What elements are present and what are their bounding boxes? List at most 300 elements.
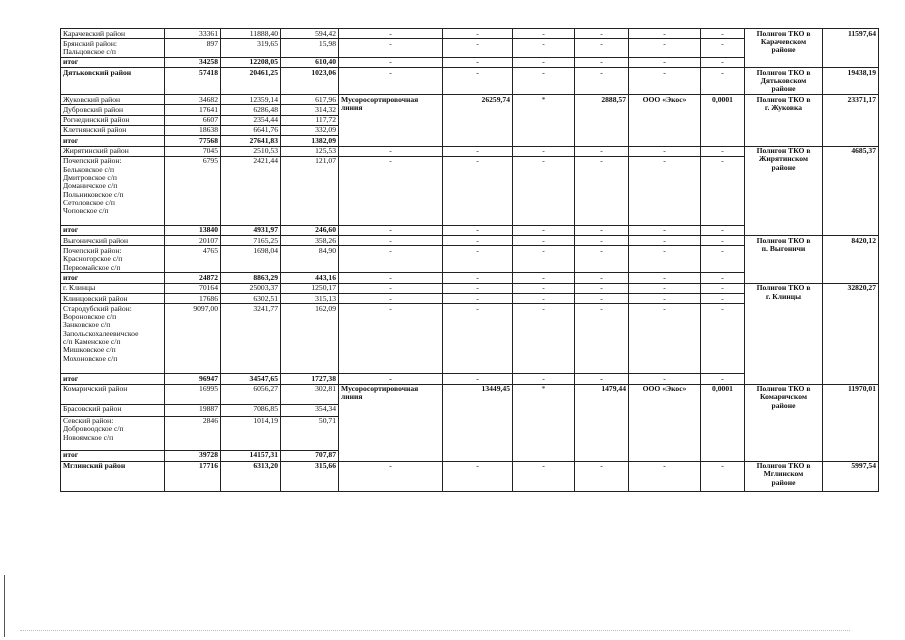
output-cell: - [575, 146, 629, 156]
output-cell: - [575, 294, 629, 304]
landfill-total-cell: 4685,37 [823, 146, 879, 236]
population-cell: 9097,00 [165, 304, 221, 374]
operator-cell: - [629, 236, 701, 246]
technology-cell [339, 146, 443, 156]
coefficient-cell: - [701, 29, 745, 39]
volume-cell: 315,66 [281, 461, 339, 491]
cell-line: Клинцовский район [63, 293, 128, 303]
cell-line: Бельковское с/п [63, 164, 115, 174]
cell-line: - [389, 293, 392, 303]
mass-cell: 4931,97 [221, 225, 281, 235]
volume-cell: 610,40 [281, 57, 339, 67]
cell-line: - [389, 156, 392, 166]
cell-line: Полигон ТКО в [756, 94, 811, 104]
cell-line: итог [63, 135, 79, 145]
volume-cell: 246,60 [281, 225, 339, 235]
area-cell [61, 29, 165, 39]
coefficient-cell: - [701, 39, 745, 58]
cell-line: Вороновское с/п [63, 312, 117, 322]
cell-line: Первомайское с/п [63, 262, 121, 272]
mass-cell: 7086,85 [221, 404, 281, 416]
mark-cell: - [513, 39, 575, 58]
mass-cell: 1698,04 [221, 246, 281, 273]
cell-line: - [389, 28, 392, 38]
mass-cell: 2354,44 [221, 115, 281, 125]
cell-line: - [389, 38, 392, 48]
cell-line: Дятьковском [760, 75, 807, 85]
technology-cell [339, 156, 443, 225]
cell-line: Почепский район: [63, 245, 122, 255]
volume-cell: 443,16 [281, 273, 339, 283]
mass-cell: 11888,40 [221, 29, 281, 39]
output-cell: - [575, 39, 629, 58]
volume-cell: 302,81 [281, 384, 339, 404]
cell-line: г. Жуковка [764, 102, 803, 112]
population-cell: 19887 [165, 404, 221, 416]
output-cell: - [575, 29, 629, 39]
capacity-cell: - [443, 461, 513, 491]
population-cell: 4765 [165, 246, 221, 273]
mass-cell: 25003,37 [221, 283, 281, 293]
output-cell: - [575, 68, 629, 95]
operator-cell: - [629, 273, 701, 283]
technology-cell [339, 68, 443, 95]
population-cell: 7045 [165, 146, 221, 156]
cell-line: Мохоновское с/п [63, 353, 118, 363]
cell-line: итог [63, 450, 79, 460]
technology-cell [339, 283, 443, 293]
cell-line: - [389, 461, 392, 471]
mark-cell: - [513, 156, 575, 225]
cell-line: Рогнединский район [63, 115, 130, 125]
coefficient-cell: - [701, 294, 745, 304]
population-cell: 17641 [165, 105, 221, 115]
volume-cell: 315,13 [281, 294, 339, 304]
cell-line: Жуковский район [63, 94, 121, 104]
mark-cell: - [513, 374, 575, 384]
mass-cell: 6313,20 [221, 461, 281, 491]
landfill-total-cell: 8420,12 [823, 236, 879, 284]
landfill-total-cell: 5997,54 [823, 461, 879, 491]
area-cell [61, 146, 165, 156]
cell-line: Стародубский район: [63, 303, 132, 313]
cell-line: г. Клинцы [63, 283, 96, 293]
cell-line: районе [771, 162, 796, 172]
technology-cell [339, 384, 443, 461]
capacity-cell: - [443, 304, 513, 374]
volume-cell: 354,34 [281, 404, 339, 416]
landfill-name-cell [745, 95, 823, 146]
population-cell: 96947 [165, 374, 221, 384]
area-cell [61, 95, 165, 105]
volume-cell: 314,32 [281, 105, 339, 115]
landfill-total-cell: 11597,64 [823, 29, 879, 68]
landfill-name-cell [745, 283, 823, 384]
cell-line: - [389, 57, 392, 67]
cell-line: Пальцовское с/п [63, 47, 116, 57]
cell-line: Польниковское с/п [63, 189, 124, 199]
operator-cell: - [629, 68, 701, 95]
mark-cell: - [513, 236, 575, 246]
mass-cell: 14157,31 [221, 450, 281, 461]
area-cell [61, 404, 165, 416]
landfill-total-cell: 19438,19 [823, 68, 879, 95]
operator-cell: - [629, 374, 701, 384]
operator-cell: - [629, 225, 701, 235]
population-cell: 13840 [165, 225, 221, 235]
capacity-cell: - [443, 246, 513, 273]
technology-cell [339, 461, 443, 491]
coefficient-cell: 0,0001 [701, 384, 745, 461]
population-cell: 70164 [165, 283, 221, 293]
mark-cell: - [513, 273, 575, 283]
technology-cell [339, 29, 443, 39]
technology-cell [339, 39, 443, 58]
cell-line: Дмитровское с/п [63, 172, 117, 182]
operator-cell: - [629, 246, 701, 273]
cell-line: Красногорское с/п [63, 254, 123, 264]
technology-cell [339, 95, 443, 146]
area-cell [61, 156, 165, 225]
area-cell [61, 294, 165, 304]
population-cell: 17716 [165, 461, 221, 491]
table-row [61, 29, 879, 39]
technology-cell [339, 304, 443, 374]
cell-line: Полигон ТКО в [756, 461, 811, 471]
coefficient-cell: - [701, 283, 745, 293]
volume-cell: 84,90 [281, 246, 339, 273]
area-cell [61, 68, 165, 95]
volume-cell: 1250,17 [281, 283, 339, 293]
population-cell: 6795 [165, 156, 221, 225]
cell-line: Карачевском [760, 36, 807, 46]
table-row [61, 283, 879, 293]
area-cell [61, 461, 165, 491]
area-cell [61, 384, 165, 404]
mass-cell: 20461,25 [221, 68, 281, 95]
cell-line: с/п Каменское с/п [63, 337, 121, 347]
population-cell: 897 [165, 39, 221, 58]
cell-line: - [389, 225, 392, 235]
cell-line: Севский район: [63, 416, 114, 426]
operator-cell: - [629, 57, 701, 67]
cell-line: Занковское с/п [63, 320, 111, 330]
cell-line: - [389, 272, 392, 282]
cell-line: районе [771, 45, 796, 55]
mass-cell: 8863,29 [221, 273, 281, 283]
cell-line: Мишковское с/п [63, 345, 116, 355]
volume-cell: 707,87 [281, 450, 339, 461]
table-row [61, 68, 879, 95]
cell-line: Новоямское с/п [63, 432, 114, 442]
output-cell: 2888,57 [575, 95, 629, 146]
landfill-name-cell [745, 29, 823, 68]
operator-cell: ООО «Экос» [629, 95, 701, 146]
table-row [61, 384, 879, 404]
area-cell [61, 225, 165, 235]
cell-line: итог [63, 57, 79, 67]
coefficient-cell: - [701, 246, 745, 273]
technology-cell [339, 246, 443, 273]
cell-line: - [389, 235, 392, 245]
mass-cell: 3241,77 [221, 304, 281, 374]
cell-line: Почепский район: [63, 156, 122, 166]
cell-line: Добровоодское с/п [63, 424, 124, 434]
coefficient-cell: - [701, 225, 745, 235]
cell-line: Полигон ТКО в [756, 235, 811, 245]
cell-line: Запольскохалеевичское [63, 328, 139, 338]
coefficient-cell: - [701, 461, 745, 491]
cell-line: Клетнянский район [63, 125, 127, 135]
cell-line: Жирятинском [758, 154, 809, 164]
output-cell: 1479,44 [575, 384, 629, 461]
volume-cell: 1382,09 [281, 136, 339, 146]
mark-cell: - [513, 294, 575, 304]
operator-cell: - [629, 304, 701, 374]
output-cell: - [575, 461, 629, 491]
technology-cell [339, 236, 443, 246]
cell-line: Полигон ТКО в [756, 283, 811, 293]
technology-cell [339, 294, 443, 304]
population-cell: 16995 [165, 384, 221, 404]
cell-line: итог [63, 272, 79, 282]
technology-cell [339, 225, 443, 235]
cell-line: районе [771, 477, 796, 487]
volume-cell: 358,26 [281, 236, 339, 246]
population-cell: 24872 [165, 273, 221, 283]
area-cell [61, 374, 165, 384]
cell-line: - [389, 283, 392, 293]
area-cell [61, 283, 165, 293]
volume-cell: 50,71 [281, 416, 339, 450]
cell-line: Полигон ТКО в [756, 67, 811, 77]
output-cell: - [575, 283, 629, 293]
landfill-total-cell: 32820,27 [823, 283, 879, 384]
operator-cell: - [629, 146, 701, 156]
volume-cell: 121,07 [281, 156, 339, 225]
coefficient-cell: - [701, 236, 745, 246]
mass-cell: 34547,65 [221, 374, 281, 384]
cell-line: Жирятинский район [63, 146, 129, 156]
table-row [61, 236, 879, 246]
cell-line: линия [341, 392, 363, 402]
population-cell: 17686 [165, 294, 221, 304]
scan-artifact-line [20, 630, 850, 633]
cell-line: Карачевский район [63, 28, 126, 38]
area-cell [61, 273, 165, 283]
population-cell: 33361 [165, 29, 221, 39]
cell-line: Комаричский район [63, 384, 128, 394]
area-cell [61, 57, 165, 67]
cell-line: Полигон ТКО в [756, 146, 811, 156]
technology-cell [339, 374, 443, 384]
mark-cell: - [513, 246, 575, 273]
table-row [61, 95, 879, 105]
population-cell: 2846 [165, 416, 221, 450]
landfill-name-cell [745, 146, 823, 236]
table-row [61, 461, 879, 491]
cell-line: - [389, 67, 392, 77]
landfill-name-cell [745, 384, 823, 461]
mass-cell: 2421,44 [221, 156, 281, 225]
capacity-cell: - [443, 57, 513, 67]
capacity-cell: - [443, 146, 513, 156]
cell-line: Дубровский район [63, 104, 124, 114]
volume-cell: 1727,38 [281, 374, 339, 384]
technology-cell [339, 57, 443, 67]
volume-cell: 162,09 [281, 304, 339, 374]
mark-cell: * [513, 384, 575, 461]
mass-cell: 6056,27 [221, 384, 281, 404]
cell-line: Брасовский район [63, 404, 122, 414]
mark-cell: * [513, 95, 575, 146]
cell-line: районе [771, 400, 796, 410]
area-cell [61, 450, 165, 461]
volume-cell: 332,09 [281, 125, 339, 135]
capacity-cell: 26259,74 [443, 95, 513, 146]
population-cell: 77568 [165, 136, 221, 146]
volume-cell: 594,42 [281, 29, 339, 39]
mass-cell: 2510,53 [221, 146, 281, 156]
capacity-cell: - [443, 225, 513, 235]
area-cell [61, 416, 165, 450]
mark-cell: - [513, 146, 575, 156]
cell-line: Мглинском [763, 469, 804, 479]
capacity-cell: - [443, 29, 513, 39]
output-cell: - [575, 273, 629, 283]
population-cell: 34682 [165, 95, 221, 105]
coefficient-cell: - [701, 146, 745, 156]
landfill-name-cell [745, 68, 823, 95]
mark-cell: - [513, 225, 575, 235]
capacity-cell: - [443, 283, 513, 293]
coefficient-cell: - [701, 156, 745, 225]
volume-cell: 1023,06 [281, 68, 339, 95]
mark-cell: - [513, 304, 575, 374]
mass-cell: 6302,51 [221, 294, 281, 304]
volume-cell: 617,96 [281, 95, 339, 105]
area-cell [61, 304, 165, 374]
population-cell: 20107 [165, 236, 221, 246]
cell-line: Мглинский район [63, 461, 126, 471]
population-cell: 18638 [165, 125, 221, 135]
volume-cell: 125,53 [281, 146, 339, 156]
mark-cell: - [513, 57, 575, 67]
output-cell: - [575, 304, 629, 374]
population-cell: 57418 [165, 68, 221, 95]
area-cell [61, 115, 165, 125]
landfill-name-cell [745, 236, 823, 284]
cell-line: Полигон ТКО в [756, 28, 811, 38]
cell-line: г. Клинцы [765, 291, 802, 301]
volume-cell: 15,98 [281, 39, 339, 58]
output-cell: - [575, 57, 629, 67]
population-cell: 34258 [165, 57, 221, 67]
capacity-cell: - [443, 68, 513, 95]
table-body [61, 29, 879, 492]
coefficient-cell: - [701, 304, 745, 374]
coefficient-cell: 0,0001 [701, 95, 745, 146]
mass-cell: 319,65 [221, 39, 281, 58]
cell-line: Мусоросортировочная [341, 384, 419, 394]
coefficient-cell: - [701, 57, 745, 67]
table-row [61, 146, 879, 156]
output-cell: - [575, 236, 629, 246]
operator-cell: - [629, 156, 701, 225]
scan-edge-mark [4, 575, 5, 637]
cell-line: Комаричском [759, 392, 808, 402]
landfill-total-cell: 23371,17 [823, 95, 879, 146]
cell-line: п. Выгоничи [761, 243, 806, 253]
coefficient-cell: - [701, 374, 745, 384]
coefficient-cell: - [701, 273, 745, 283]
population-cell: 6607 [165, 115, 221, 125]
cell-line: итог [63, 373, 79, 383]
capacity-cell: - [443, 374, 513, 384]
operator-cell: ООО «Экос» [629, 384, 701, 461]
mass-cell: 7165,25 [221, 236, 281, 246]
cell-line: Сетоловское с/п [63, 197, 115, 207]
capacity-cell: - [443, 156, 513, 225]
cell-line: Брянский район: [63, 38, 118, 48]
mass-cell: 1014,19 [221, 416, 281, 450]
technology-cell [339, 273, 443, 283]
mass-cell: 27641,83 [221, 136, 281, 146]
mark-cell: - [513, 29, 575, 39]
mass-cell: 12359,14 [221, 95, 281, 105]
cell-line: линия [341, 102, 363, 112]
cell-line: районе [771, 84, 796, 94]
area-cell [61, 136, 165, 146]
cell-line: - [389, 245, 392, 255]
capacity-cell: - [443, 39, 513, 58]
operator-cell: - [629, 29, 701, 39]
waste-distribution-table [60, 28, 879, 492]
capacity-cell: 13449,45 [443, 384, 513, 461]
area-cell [61, 125, 165, 135]
capacity-cell: - [443, 236, 513, 246]
mark-cell: - [513, 283, 575, 293]
mark-cell: - [513, 461, 575, 491]
cell-line: - [389, 373, 392, 383]
capacity-cell: - [443, 273, 513, 283]
landfill-name-cell [745, 461, 823, 491]
coefficient-cell: - [701, 68, 745, 95]
area-cell [61, 39, 165, 58]
cell-line: Выгоничский район [63, 235, 129, 245]
output-cell: - [575, 246, 629, 273]
mass-cell: 6641,76 [221, 125, 281, 135]
cell-line: - [389, 146, 392, 156]
cell-line: Доманичское с/п [63, 181, 118, 191]
area-cell [61, 105, 165, 115]
landfill-total-cell: 11970,01 [823, 384, 879, 461]
cell-line: Чоповское с/п [63, 206, 109, 216]
output-cell: - [575, 374, 629, 384]
area-cell [61, 246, 165, 273]
cell-line: - [389, 303, 392, 313]
operator-cell: - [629, 294, 701, 304]
area-cell [61, 236, 165, 246]
operator-cell: - [629, 283, 701, 293]
population-cell: 39728 [165, 450, 221, 461]
output-cell: - [575, 156, 629, 225]
cell-line: Полигон ТКО в [756, 384, 811, 394]
output-cell: - [575, 225, 629, 235]
capacity-cell: - [443, 294, 513, 304]
cell-line: Дятьковский район [63, 67, 132, 77]
mass-cell: 6286,48 [221, 105, 281, 115]
